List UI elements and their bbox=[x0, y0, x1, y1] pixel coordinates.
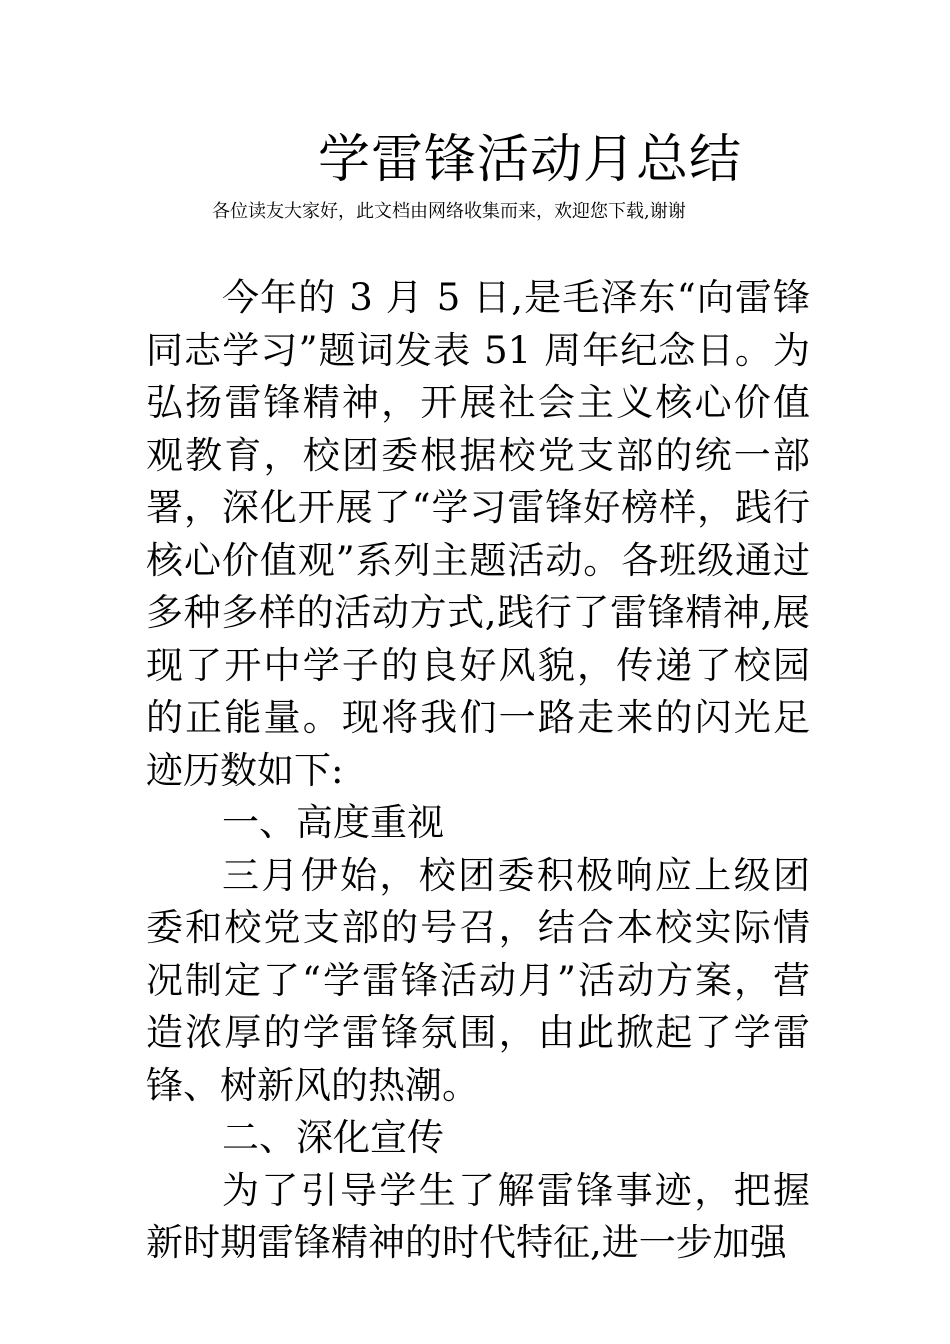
document-body bbox=[146, 272, 810, 1270]
section-heading-1: 一、高度重视 bbox=[222, 801, 444, 844]
document-subtitle: 各位读友大家好，此文档由网络收集而来，欢迎您下载,谢谢 bbox=[212, 201, 686, 222]
paragraph-intro: 今年的 3 月 5 日,是毛泽东“向雷锋同志学习”题词发表 51 周年纪念日。为弘扬雷锋精神，开展社会主义核心价值观教育，校团委根据校党支部的统一部署，深化开展了“学习雷锋好榜样，践行核心价值观”系列主题活动。各班级通过多种多样的活动方式,践行了雷锋精神,展现了开中学子的良好风貌，传递了校园的正能量。现将我们一路走来的闪光足迹历数如下: bbox=[146, 276, 810, 792]
paragraph-section-1: 三月伊始，校团委积极响应上级团委和校党支部的号召，结合本校实际情况制定了“学雷锋活动月”活动方案，营造浓厚的学雷锋氛围，由此掀起了学雷锋、树新风的热潮。 bbox=[146, 853, 810, 1107]
section-heading-2: 二、深化宣传 bbox=[222, 1116, 444, 1159]
paragraph-section-2: 为了引导学生了解雷锋事迹，把握新时期雷锋精神的时代特征,进一步加强 bbox=[146, 1168, 810, 1264]
document-title: 学雷锋活动月总结 bbox=[318, 130, 743, 190]
